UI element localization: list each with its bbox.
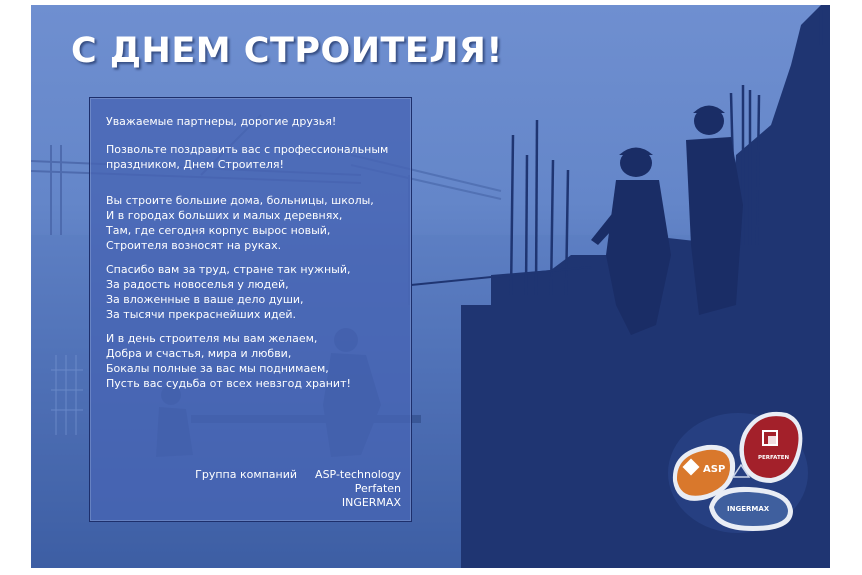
verse-line: Вы строите большие дома, больницы, школы, [106,194,374,207]
company-name: ASP-technology [315,468,401,481]
intro-line: Позвольте поздравить вас с профессиональным [106,143,389,156]
message-panel [89,97,412,522]
verse-stanza-3 [106,331,351,391]
signature-row [101,482,401,496]
greeting-line: Уважаемые партнеры, дорогие друзья! [106,115,337,128]
verse-line: Спасибо вам за труд, стране так нужный, [106,263,351,276]
perfaten-logo-text: PERFATEN [758,455,790,461]
verse-line: Там, где сегодня корпус вырос новый, [106,224,331,237]
verse-line: Добра и счастья, мира и любви, [106,347,292,360]
verse-line: Строителя возносят на руках. [106,239,282,252]
verse-line: И в городах больших и малых деревнях, [106,209,343,222]
signature-label: Группа компаний [195,468,298,481]
verse-line: Пусть вас судьба от всех невзгод хранит! [106,377,351,390]
greeting-card [31,5,830,568]
verse-line: За вложенные в ваше дело души, [106,293,304,306]
company-group-logo [667,403,809,535]
verse-line: Бокалы полные за вас мы поднимаем, [106,362,329,375]
card-title: С ДНЕМ СТРОИТЕЛЯ! [71,31,503,71]
verse-line: И в день строителя мы вам желаем, [106,332,318,345]
signature-row [101,496,401,510]
ingermax-logo-text: INGERMAX [727,505,770,513]
verse-stanza-2 [106,262,350,322]
signature-row [101,468,401,482]
intro-line: праздником, Днем Строителя! [106,158,284,171]
company-name: Perfaten [354,482,401,495]
intro-paragraph [106,142,388,172]
asp-logo-text: ASP [703,464,726,475]
verse-line: За радость новоселья у людей, [106,278,289,291]
company-name: INGERMAX [341,496,401,509]
verse-stanza-1 [106,193,374,253]
signature-block [101,468,401,510]
verse-line: За тысячи прекраснейших идей. [106,308,297,321]
